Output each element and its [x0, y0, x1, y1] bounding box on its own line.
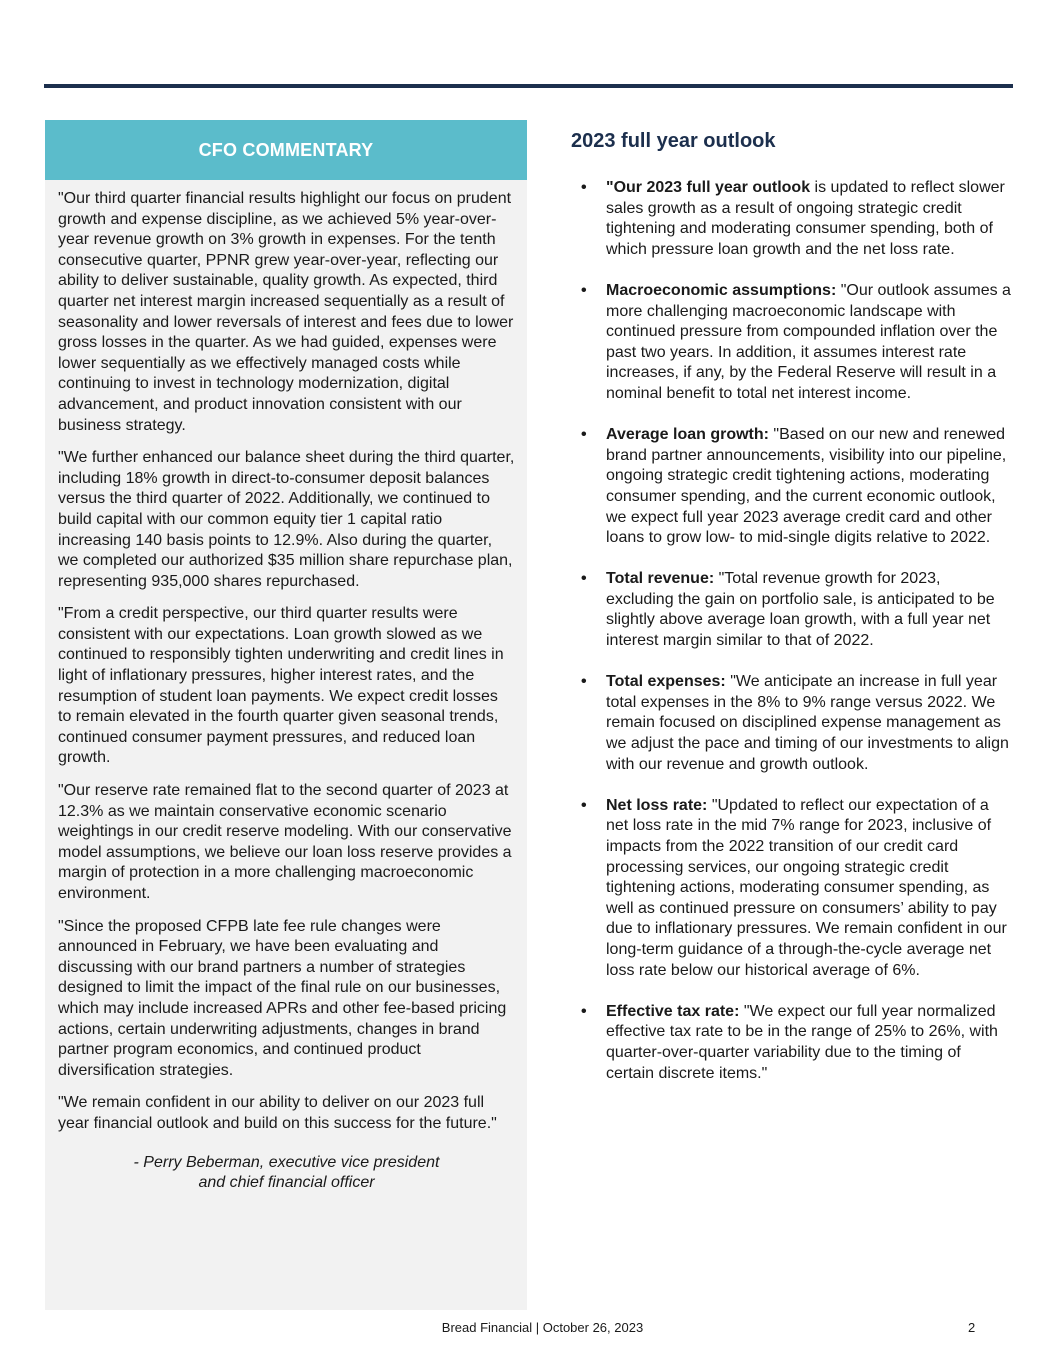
outlook-item-text: is updated to reflect slower sales growth as a result of ongoing strategic credit tightening and moderating consumer spending, both of which pressure loan growth and the net loss rate.	[606, 179, 1005, 258]
outlook-item	[571, 281, 1011, 405]
cfo-commentary-header: CFO COMMENTARY	[45, 120, 527, 180]
outlook-item	[571, 796, 1011, 981]
outlook-item-text: "Total revenue growth for 2023, excluding the gain on portfolio sale, is anticipated to be slightly above average loan growth, with a full year net interest margin similar to that of 2022.	[606, 570, 995, 650]
bullet-icon: •	[581, 796, 587, 814]
outlook-item	[571, 425, 1011, 549]
outlook-item	[571, 178, 1011, 260]
footer-company-date: Bread Financial | October 26, 2023	[441, 1320, 644, 1335]
commentary-paragraph: "We remain confident in our ability to deliver on our 2023 full year financial outlook and build on this success for the future."	[58, 1094, 497, 1132]
outlook-item-lead: Average loan growth:	[606, 426, 769, 444]
cfo-commentary-body	[45, 180, 527, 1194]
bullet-icon: •	[581, 281, 587, 299]
outlook-item-lead: Macroeconomic assumptions:	[606, 281, 837, 299]
outlook-item	[571, 1002, 1011, 1084]
outlook-item-text: "Based on our new and renewed brand partner announcements, visibility into our pipeline, ongoing strategic credit tightening actions, moderating consumer spending, and the current economic outlook, we expect full year 2023 average credit card and other loans to grow low- to mid-single digits relative to 2022.	[606, 426, 1007, 547]
attribution-line: and chief financial officer	[198, 1174, 375, 1192]
outlook-item-lead: Total expenses:	[606, 673, 726, 691]
bullet-icon: •	[581, 1002, 587, 1020]
cfo-attribution	[58, 1153, 515, 1194]
outlook-item-lead: Effective tax rate:	[606, 1002, 740, 1020]
bullet-icon: •	[581, 179, 587, 196]
outlook-item-text: "Our outlook assumes a more challenging macroeconomic landscape with continued pressure from compounded inflation over the past two years. In addition, it assumes interest rate increases, if any, by the Federal Reserve will result in a nominal benefit to total net interest income.	[606, 281, 1011, 402]
outlook-item	[571, 569, 1011, 651]
outlook-item-lead: Total revenue:	[606, 570, 715, 588]
outlook-title: 2023 full year outlook	[571, 130, 776, 152]
page-number: 2	[968, 1320, 976, 1335]
commentary-paragraph: "Our third quarter financial results highlight our focus on prudent growth and expense discipline, as we achieved 5% year-over-year revenue growth on 3% growth in expenses. For the tenth consecutive quarter, PPNR grew year-over-year, reflecting our ability to deliver sustainable, quality growth. As expected, third quarter net interest margin increased sequentially as a result of seasonality and lower reversals of interest and fees due to lower gross losses in the quarter. As we had guided, expenses were lower sequentially as we effectively managed costs while continuing to invest in technology modernization, digital advancement, and product innovation consistent with our business strategy.	[58, 190, 514, 434]
outlook-list	[571, 178, 1011, 1084]
attribution-line: - Perry Beberman, executive vice president	[133, 1153, 440, 1171]
outlook-item-text: "We expect our full year normalized effective tax rate to be in the range of 25% to 26%, with quarter-over-quarter variability due to the timing of certain discrete items."	[606, 1002, 998, 1082]
commentary-paragraph: "Since the proposed CFPB late fee rule changes were announced in February, we have been evaluating and discussing with our brand partners a number of strategies designed to limit the impact of the final rule on our businesses, which may include increased APRs and other fee-based pricing actions, certain underwriting adjustments, changes in brand partner program economics, and continued product diversification strategies.	[58, 917, 507, 1079]
bullet-icon: •	[581, 426, 587, 444]
outlook-item-text: "We anticipate an increase in full year total expenses in the 8% to 9% range versus 2022. We remain focused on disciplined expense management as we adjust the pace and timing of our investments to align with our revenue and growth outlook.	[606, 673, 1009, 773]
commentary-paragraph: "We further enhanced our balance sheet during the third quarter, including 18% growth in direct-to-consumer deposit balances versus the third quarter of 2022. Additionally, we continued to build capital with our common equity tier 1 capital ratio increasing 140 basis points to 12.9%. Also during the quarter, we completed our authorized $35 million share repurchase plan, representing 935,000 shares repurchased.	[58, 449, 515, 590]
bullet-icon: •	[581, 570, 587, 588]
commentary-paragraph: "From a credit perspective, our third quarter results were consistent with our expectations. Loan growth slowed as we continued to responsibly tighten underwriting and credit lines in light of inflationary pressures, higher interest rates, and the resumption of student loan payments. We expect credit losses to remain elevated in the fourth quarter given seasonal trends, continued consumer payment pressures, and reduced loan growth.	[58, 605, 504, 767]
top-divider-rule	[44, 84, 1013, 88]
bullet-icon: •	[581, 673, 587, 691]
outlook-item	[571, 672, 1011, 775]
commentary-paragraph: "Our reserve rate remained flat to the second quarter of 2023 at 12.3% as we maintain conservative economic scenario weightings in our credit reserve modeling. With our conservative model assumptions, we believe our loan loss reserve provides a margin of protection in a more challenging macroeconomic environment.	[58, 782, 512, 902]
cfo-commentary-panel	[45, 120, 527, 1310]
full-year-outlook-section	[571, 128, 1011, 1105]
outlook-item-text: "Updated to reflect our expectation of a net loss rate in the mid 7% range for 2023, inclusive of impacts from the 2022 transition of our credit card processing services, our ongoing strategic credit tightening actions, moderating consumer spending, as well as continued pressure on consumers’ ability to pay due to inflationary pressures. We remain confident in our long-term guidance of a through-the-cycle average net loss rate below our historical average of 6%.	[606, 796, 1007, 979]
outlook-item-lead: Net loss rate:	[606, 796, 708, 814]
outlook-item-lead: "Our 2023 full year outlook	[606, 179, 811, 196]
